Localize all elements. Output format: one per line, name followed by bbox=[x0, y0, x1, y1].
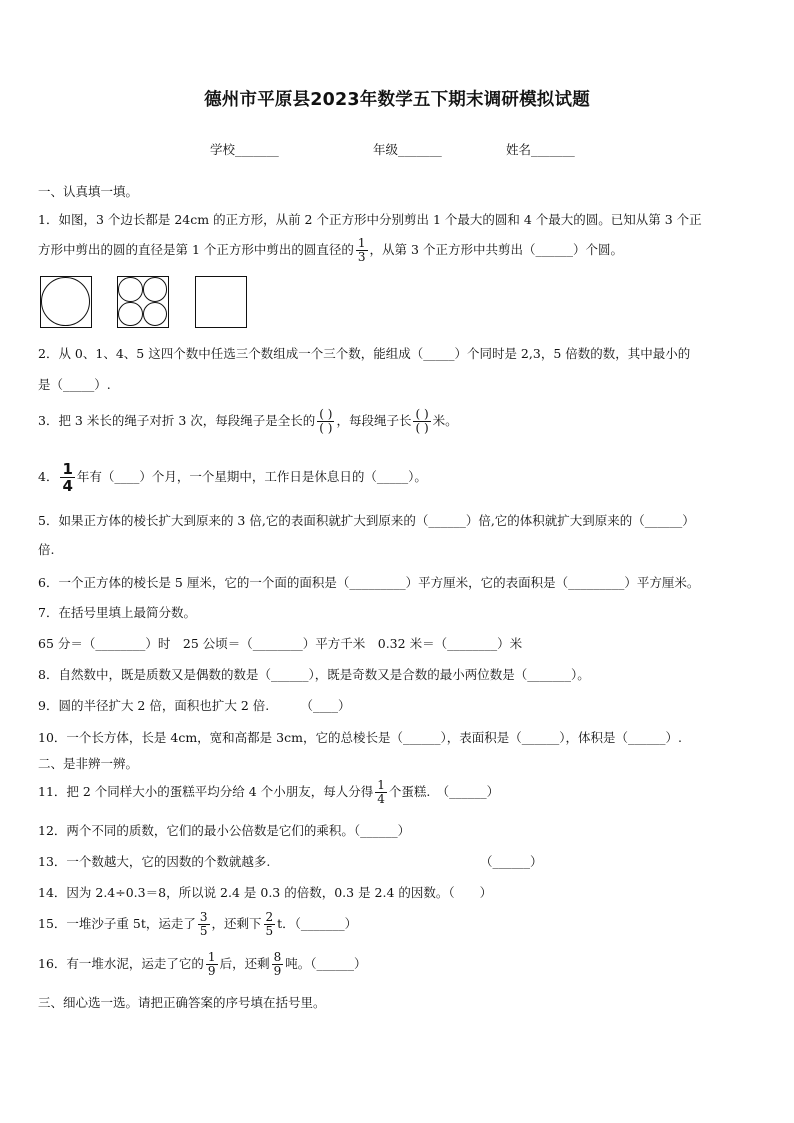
question-11-text: 11．把 2 个同样大小的蛋糕平均分给 4 个小朋友，每人分得 bbox=[38, 784, 374, 799]
question-15-text: 15．一堆沙子重 5t，运走了 bbox=[38, 916, 196, 931]
square-1 bbox=[40, 276, 92, 328]
question-1-line-1: 1．如图，3 个边长都是 24cm 的正方形，从前 2 个正方形中分别剪出 1 个最大的圆和 4 个最大的圆。已知从第 3 个正 bbox=[38, 212, 702, 227]
section-heading-judge: 二、是非辨一辨。 bbox=[38, 756, 139, 771]
fraction: $\frac{1}{3}$ bbox=[357, 236, 366, 264]
question-3-text-mid: ，每段绳子长 bbox=[336, 413, 412, 428]
circle-small bbox=[143, 277, 168, 302]
question-2-line-2: 是（_____）. bbox=[38, 377, 111, 392]
question-5-line-1: 5．如果正方体的棱长扩大到原来的 3 倍,它的表面积就扩大到原来的（______）倍,它的体积就扩大到原来的（______） bbox=[38, 513, 695, 528]
question-16-text: 16．有一堆水泥，运走了它的 bbox=[38, 956, 204, 971]
fraction: $\frac{1}{4}$ bbox=[377, 778, 385, 806]
question-10: 10．一个长方体，长是 4cm，宽和高都是 3cm，它的总棱长是（______），表面积是（______），体积是（______）. bbox=[38, 730, 682, 745]
question-4-number: 4． bbox=[38, 469, 59, 484]
question-3-text: 3．把 3 米长的绳子对折 3 次，每段绳子是全长的 bbox=[38, 413, 316, 428]
question-16-text-mid: 后，还剩 bbox=[219, 956, 270, 971]
question-15-text-end: t．（_______） bbox=[277, 916, 358, 931]
fraction: $\frac{3}{5}$ bbox=[199, 910, 208, 938]
fraction-blank[interactable]: $\frac{( )}{( )}$ bbox=[415, 407, 429, 435]
fraction: $\frac{2}{5}$ bbox=[265, 910, 274, 938]
grade-field[interactable]: 年级_______ bbox=[373, 142, 442, 157]
fraction: $\frac{8}{9}$ bbox=[273, 950, 282, 978]
circle-small bbox=[118, 277, 143, 302]
question-9: 9．圆的半径扩大 2 倍，面积也扩大 2 倍. （____） bbox=[38, 698, 351, 713]
question-12: 12．两个不同的质数，它们的最小公倍数是它们的乘积。（______） bbox=[38, 823, 411, 838]
question-15 bbox=[38, 911, 357, 938]
question-13-blank[interactable]: （______） bbox=[480, 854, 543, 869]
question-5-line-2: 倍. bbox=[38, 542, 55, 557]
question-6: 6．一个正方体的棱长是 5 厘米，它的一个面的面积是（_________）平方厘米，它的表面积是（_________）平方厘米。 bbox=[38, 575, 700, 590]
question-15-text-mid: ，还剩下 bbox=[211, 916, 262, 931]
question-2-line-1: 2．从 0、1、4、5 这四个数中任选三个数组成一个三个数，能组成（_____）个同时是 2,3，5 倍数的数，其中最小的 bbox=[38, 346, 691, 361]
question-1-line-2 bbox=[38, 237, 623, 264]
name-field[interactable]: 姓名_______ bbox=[506, 142, 575, 157]
question-16-text-end: 吨。（______） bbox=[285, 956, 367, 971]
question-3-text-end: 米。 bbox=[432, 413, 458, 428]
fraction-blank[interactable]: $\frac{( )}{( )}$ bbox=[319, 407, 333, 435]
section-heading-choice: 三、细心选一选。请把正确答案的序号填在括号里。 bbox=[38, 995, 326, 1010]
question-4 bbox=[38, 461, 427, 494]
fraction: $\frac{1}{4}$ bbox=[62, 460, 73, 495]
section-heading-fill: 一、认真填一填。 bbox=[38, 184, 139, 199]
school-field[interactable]: 学校_______ bbox=[210, 142, 279, 157]
question-7-items: 65 分＝（________）时 25 公顷＝（________）平方千米 0.32 米＝（________）米 bbox=[38, 636, 523, 651]
question-1-text: 方形中剪出的圆的直径是第 1 个正方形中剪出的圆直径的 bbox=[38, 242, 354, 257]
question-1-text-end: ，从第 3 个正方形中共剪出（______）个圆。 bbox=[369, 242, 623, 257]
question-4-text: 年有（____）个月，一个星期中，工作日是休息日的（_____）。 bbox=[76, 469, 427, 484]
square-3 bbox=[195, 276, 247, 328]
circle-large bbox=[41, 277, 90, 326]
fraction: $\frac{1}{9}$ bbox=[207, 950, 216, 978]
square-2 bbox=[117, 276, 169, 328]
question-14: 14．因为 2.4÷0.3＝8，所以说 2.4 是 0.3 的倍数，0.3 是 2.4 的因数。（ ） bbox=[38, 885, 493, 900]
circle-small bbox=[118, 302, 143, 327]
question-13: 13．一个数越大，它的因数的个数就越多. bbox=[38, 854, 271, 869]
page-title: 德州市平原县2023年数学五下期末调研模拟试题 bbox=[204, 90, 590, 110]
circle-small bbox=[143, 302, 168, 327]
question-8: 8．自然数中，既是质数又是偶数的数是（______），既是奇数又是合数的最小两位数是（_______）。 bbox=[38, 667, 590, 682]
question-16 bbox=[38, 951, 366, 978]
question-3 bbox=[38, 408, 458, 435]
question-11-text-end: 个蛋糕. （______） bbox=[388, 784, 500, 799]
question-7: 7．在括号里填上最简分数。 bbox=[38, 605, 196, 620]
question-11 bbox=[38, 779, 499, 806]
